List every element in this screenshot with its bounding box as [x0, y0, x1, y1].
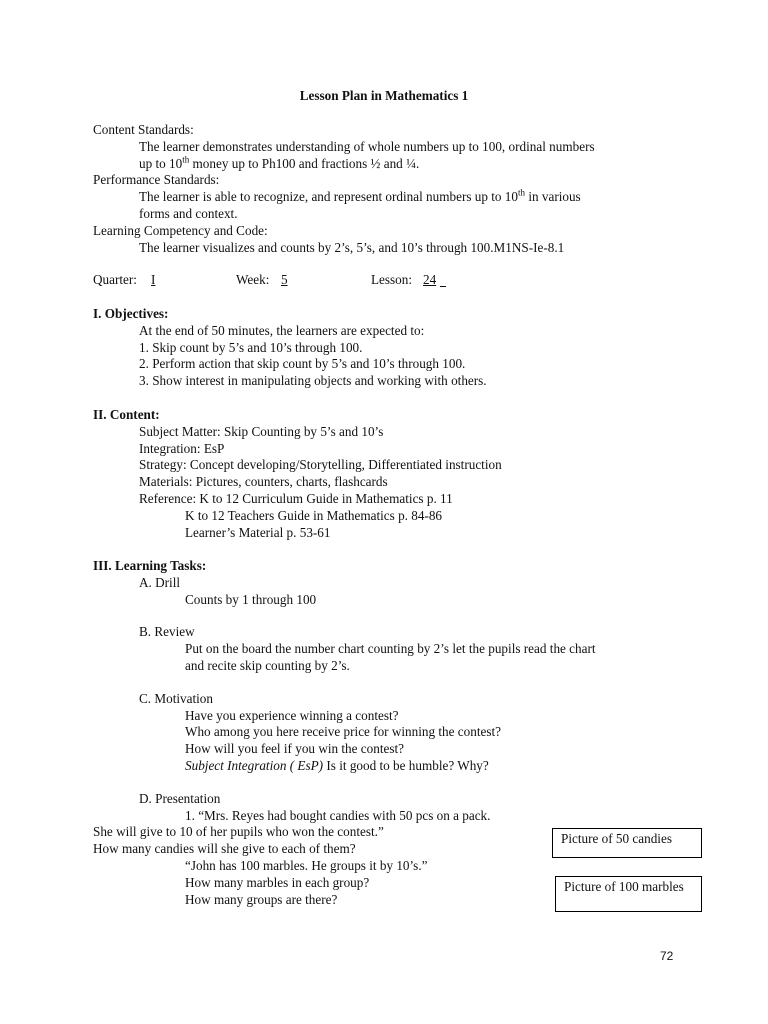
integration: Integration: EsP: [139, 440, 225, 456]
lesson-underline: [440, 272, 446, 287]
competency-section: [93, 223, 683, 257]
reference-3: Learner’s Material p. 53-61: [185, 524, 331, 540]
presentation-line5: How many marbles in each group?: [185, 874, 370, 890]
presentation-line1: 1. “Mrs. Reyes had bought candies with 50 pcs on a pack.: [185, 807, 491, 823]
performance-standards-line2: forms and context.: [139, 205, 238, 221]
reference-2: K to 12 Teachers Guide in Mathematics p. 84-86: [185, 507, 443, 523]
performance-standards-line1: The learner is able to recognize, and represent ordinal numbers up to 10th in various: [139, 187, 581, 204]
content-standards-line1: The learner demonstrates understanding of whole numbers up to 100, ordinal numbers: [139, 138, 595, 154]
lesson-label: Lesson:: [371, 272, 413, 287]
content-standards-heading: Content Standards:: [93, 122, 194, 137]
motivation-label: C. Motivation: [139, 690, 213, 706]
quarter-week-lesson-row: [93, 272, 693, 289]
competency-line1: The learner visualizes and counts by 2’s, 5’s, and 10’s through 100.M1NS-Ie-8.1: [139, 239, 565, 255]
reference: Reference: K to 12 Curriculum Guide in Mathematics p. 11: [139, 490, 453, 506]
materials: Materials: Pictures, counters, charts, flashcards: [139, 474, 388, 490]
learning-tasks-heading: III. Learning Tasks:: [93, 558, 207, 573]
objective-item: 3. Show interest in manipulating objects and working with others.: [139, 373, 487, 389]
picture-marbles-box: Picture of 100 marbles: [555, 876, 702, 912]
content-heading: II. Content:: [93, 407, 160, 422]
drill-label: A. Drill: [139, 574, 181, 590]
performance-standards-section: [93, 172, 683, 222]
quarter-value: I: [151, 272, 156, 287]
content-section: [93, 407, 683, 541]
objective-item: 1. Skip count by 5’s and 10’s through 100.: [139, 339, 363, 355]
page-number: 72: [660, 949, 674, 963]
quarter-label: Quarter:: [93, 272, 137, 287]
objective-item: 2. Perform action that skip count by 5’s and 10’s through 100.: [139, 356, 466, 372]
content-standards-section: [93, 122, 683, 172]
motivation-integration: Subject Integration ( EsP) Is it good to be humble? Why?: [185, 757, 489, 773]
objectives-section: [93, 306, 683, 390]
performance-standards-heading: Performance Standards:: [93, 172, 220, 187]
review-label: B. Review: [139, 624, 195, 640]
subject-matter: Subject Matter: Skip Counting by 5’s and 10’s: [139, 423, 384, 439]
motivation-question: Who among you here receive price for winning the contest?: [185, 724, 502, 740]
presentation-line4: “John has 100 marbles. He groups it by 10’s.”: [185, 857, 428, 873]
week-label: Week:: [236, 272, 270, 287]
drill-text: Counts by 1 through 100: [185, 591, 317, 607]
objectives-intro: At the end of 50 minutes, the learners are expected to:: [139, 322, 425, 338]
picture-candies-box: Picture of 50 candies: [552, 828, 702, 858]
review-line1: Put on the board the number chart counting by 2’s let the pupils read the chart: [185, 641, 596, 657]
motivation-question: How will you feel if you win the contest?: [185, 741, 405, 757]
competency-heading: Learning Competency and Code:: [93, 223, 268, 238]
objectives-heading: I. Objectives:: [93, 306, 169, 321]
strategy: Strategy: Concept developing/Storytelling, Differentiated instruction: [139, 457, 502, 473]
page-title: Lesson Plan in Mathematics 1: [299, 88, 469, 103]
presentation-line3: How many candies will she give to each of them?: [93, 841, 356, 857]
content-standards-line2: up to 10th money up to Ph100 and fractions ½ and ¼.: [139, 154, 420, 171]
week-value: 5: [281, 272, 288, 287]
lesson-value: 24: [423, 272, 437, 287]
presentation-label: D. Presentation: [139, 790, 221, 806]
review-line2: and recite skip counting by 2’s.: [185, 657, 350, 673]
presentation-line2: She will give to 10 of her pupils who won the contest.”: [93, 824, 384, 840]
motivation-question: Have you experience winning a contest?: [185, 707, 399, 723]
presentation-line6: How many groups are there?: [185, 891, 338, 907]
